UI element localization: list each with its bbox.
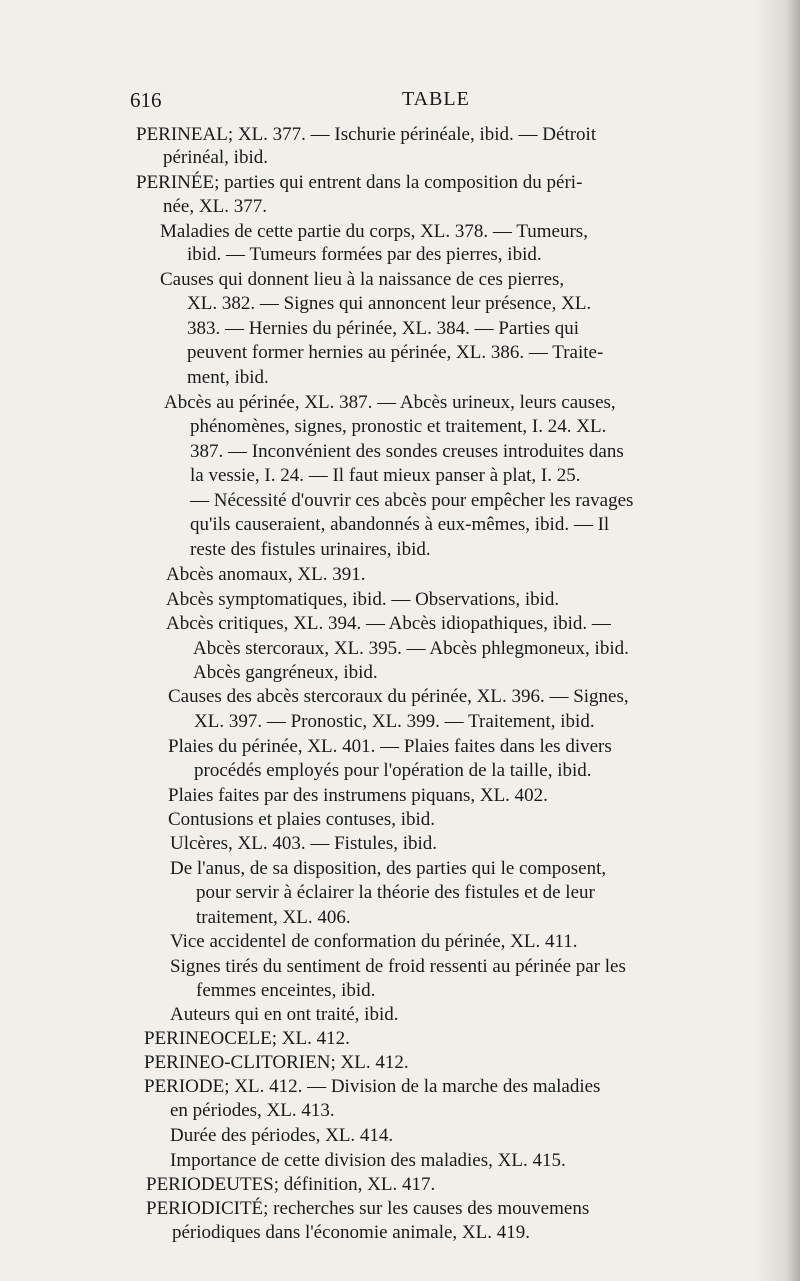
index-line: PERINEO-CLITORIEN; XL. 412. [144, 1052, 409, 1073]
index-line: Auteurs qui en ont traité, ibid. [170, 1004, 399, 1025]
index-line: la vessie, I. 24. — Il faut mieux panser à plat, I. 25. [190, 465, 581, 486]
index-line: XL. 397. — Pronostic, XL. 399. — Traitement, ibid. [194, 711, 595, 732]
index-line: Ulcères, XL. 403. — Fistules, ibid. [170, 833, 438, 854]
index-line: PERINÉE; parties qui entrent dans la composition du péri- [136, 172, 583, 193]
index-line: procédés employés pour l'opération de la taille, ibid. [194, 760, 592, 781]
index-line: PERIODEUTES; définition, XL. 417. [146, 1174, 436, 1195]
index-line: traitement, XL. 406. [196, 907, 351, 928]
index-line: PERIODICITÉ; recherches sur les causes des mouvemens [146, 1198, 590, 1219]
index-line: Maladies de cette partie du corps, XL. 378. — Tumeurs, [160, 221, 588, 242]
index-line: ibid. — Tumeurs formées par des pierres, ibid. [187, 244, 542, 265]
index-line: reste des fistules urinaires, ibid. [190, 539, 431, 560]
page-number: 616 [130, 88, 162, 112]
index-line: femmes enceintes, ibid. [196, 980, 376, 1001]
index-line: née, XL. 377. [163, 196, 267, 217]
index-line: Signes tirés du sentiment de froid ressenti au périnée par les [170, 956, 626, 977]
index-line: peuvent former hernies au périnée, XL. 386. — Traite- [187, 342, 604, 363]
index-line: Plaies faites par des instrumens piquans, XL. 402. [168, 785, 548, 806]
index-line: XL. 382. — Signes qui annoncent leur présence, XL. [187, 293, 592, 314]
index-line: Abcès gangréneux, ibid. [193, 662, 378, 683]
index-line: périnéal, ibid. [163, 147, 268, 168]
index-line: PERIODE; XL. 412. — Division de la marche des maladies [144, 1076, 601, 1097]
index-line: PERINEAL; XL. 377. — Ischurie périnéale, ibid. — Détroit [136, 124, 597, 145]
index-line: PERINEOCELE; XL. 412. [144, 1028, 350, 1049]
index-line: périodiques dans l'économie animale, XL. 419. [172, 1222, 530, 1243]
index-line: Causes des abcès stercoraux du périnée, XL. 396. — Signes, [168, 686, 629, 707]
index-line: phénomènes, signes, pronostic et traitement, I. 24. XL. [190, 416, 607, 437]
index-line: Causes qui donnent lieu à la naissance de ces pierres, [160, 269, 565, 290]
index-line: — Nécessité d'ouvrir ces abcès pour empêcher les ravages [190, 490, 634, 511]
index-line: De l'anus, de sa disposition, des parties qui le composent, [170, 858, 607, 879]
index-line: Plaies du périnée, XL. 401. — Plaies faites dans les divers [168, 736, 612, 757]
index-line: Importance de cette division des maladies, XL. 415. [170, 1150, 566, 1171]
index-line: Abcès stercoraux, XL. 395. — Abcès phlegmoneux, ibid. [193, 638, 629, 659]
index-line: Abcès au périnée, XL. 387. — Abcès urineux, leurs causes, [164, 392, 616, 413]
index-line: pour servir à éclairer la théorie des fistules et de leur [196, 882, 595, 903]
index-line: Durée des périodes, XL. 414. [170, 1125, 394, 1146]
index-line: 383. — Hernies du périnée, XL. 384. — Parties qui [187, 318, 580, 339]
index-line: Abcès anomaux, XL. 391. [166, 564, 366, 585]
index-line: 387. — Inconvénient des sondes creuses introduites dans [190, 441, 624, 462]
index-line: Abcès symptomatiques, ibid. — Observations, ibid. [166, 589, 560, 610]
index-line: en périodes, XL. 413. [170, 1100, 335, 1121]
index-line: ment, ibid. [187, 367, 269, 388]
index-line: Abcès critiques, XL. 394. — Abcès idiopathiques, ibid. — [166, 613, 611, 634]
page-edge-shadow [754, 0, 800, 1281]
index-line: Vice accidentel de conformation du périnée, XL. 411. [170, 931, 578, 952]
index-line: Contusions et plaies contuses, ibid. [168, 809, 436, 830]
index-line: qu'ils causeraient, abandonnés à eux-mêmes, ibid. — Il [190, 514, 610, 535]
running-title: TABLE [402, 88, 470, 110]
